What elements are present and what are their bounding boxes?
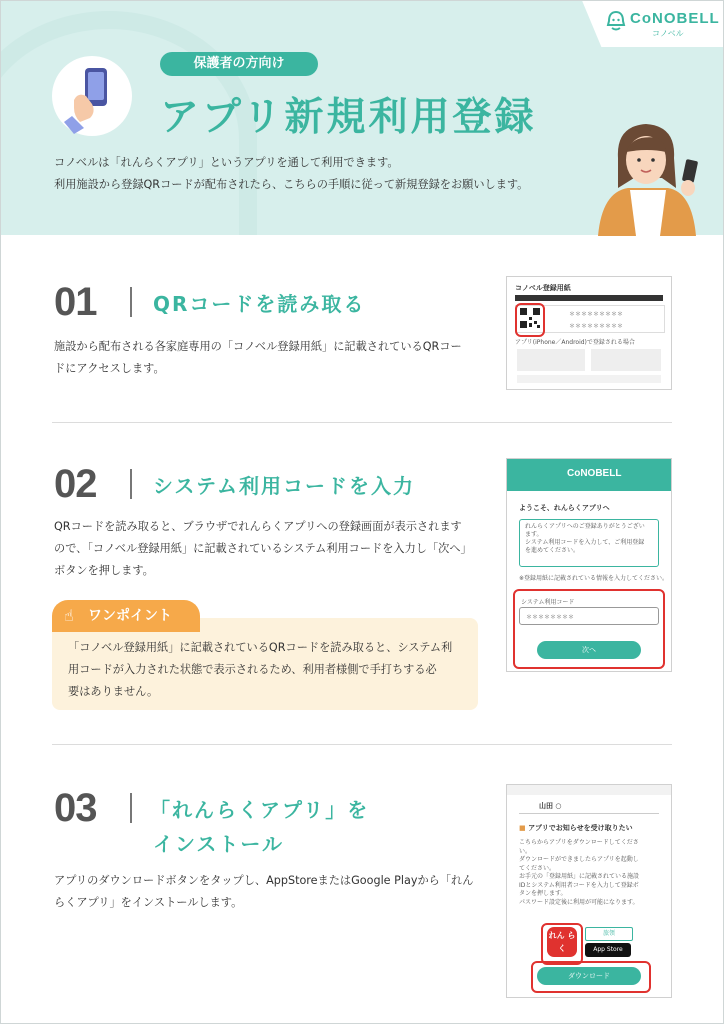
download-line: お手元の「登録用紙」に記載されている施設 (519, 873, 640, 880)
app-store-label: App Store (593, 946, 623, 953)
step-description (54, 870, 484, 914)
desc-line: らくアプリ」をインストールします。 (54, 896, 243, 909)
download-line: パスワード設定後に利用が可能になります。 (519, 898, 639, 906)
app-icon-highlight (541, 923, 583, 965)
smartphone-icon (52, 56, 132, 136)
sheet-heading: コノベル登録用紙 (515, 284, 571, 292)
download-line: い。 (519, 847, 532, 855)
download-line: IDとシステム利用者コードを入力して登録ボ (519, 881, 639, 889)
sheet-block (517, 375, 661, 383)
onepoint-label: ワンポイント (88, 608, 172, 624)
desc-line: ので、「コノベル登録用紙」に記載されているシステム利用コードを入力し「次へ」 (54, 542, 472, 555)
download-line: こちらからアプリをダウンロードしてくださ (519, 839, 639, 846)
form-highlight (513, 589, 665, 669)
download-heading-text: アプリでお知らせを受け取りたい (528, 824, 633, 832)
form-info-line: を進めてください。 (525, 547, 580, 554)
download-line: タンを押します。 (519, 890, 567, 897)
form-info-text (525, 523, 645, 555)
form-welcome: ようこそ、れんらくアプリへ (519, 504, 610, 512)
user-name: 山田 ○ (539, 802, 562, 810)
section-divider (52, 744, 672, 745)
bell-logo-icon (605, 10, 627, 32)
form-info-line: ます。 (525, 531, 543, 538)
sheet-block (591, 349, 661, 371)
app-download-screenshot (506, 784, 672, 998)
onepoint-tab (52, 600, 200, 632)
form-info-line: れんらくアプリへのご登録ありがとうござい (525, 523, 645, 530)
download-line: てください。 (519, 864, 556, 872)
step-description (54, 516, 484, 582)
small-action-button[interactable]: 旅領 (585, 927, 633, 941)
sheet-masked-value: ＊＊＊＊＊＊＊＊＊ (569, 323, 624, 330)
step-title-line2: インストール (153, 832, 284, 856)
qr-highlight (515, 303, 545, 337)
step-number: 03 (54, 786, 97, 830)
form-logo: CoNOBELL (567, 468, 622, 479)
registration-sheet-screenshot (506, 276, 672, 390)
woman-with-phone-illustration (588, 118, 708, 236)
onepoint-line: 用コードが入力された状態で表示されるため、利用者様側で手打ちする必 (68, 663, 437, 676)
registration-form-screenshot (506, 458, 672, 672)
step-title: QRコードを読み取る (153, 292, 366, 316)
form-note: ※登録用紙に記載されている情報を入力してください。 (519, 575, 669, 582)
desc-line: ドにアクセスします。 (54, 362, 165, 375)
desc-line: 施設から配布される各家庭専用の「コノベル登録用紙」に記載されているQRコー (54, 340, 462, 353)
download-heading (519, 823, 633, 833)
step-divider-bar (130, 287, 132, 317)
download-top-strip (507, 785, 671, 795)
brand-logo-sub: コノベル (652, 29, 684, 38)
intro-line: 利用施設から登録QRコードが配布されたら、こちらの手順に従って新規登録をお願いします。 (54, 178, 529, 191)
page-title: アプリ新規利用登録 (160, 95, 537, 140)
step-number: 01 (54, 280, 97, 324)
brand-logo: CoNOBELL (630, 10, 720, 27)
step-divider-bar (130, 469, 132, 499)
sheet-block (517, 349, 585, 371)
notice-icon: ■ (519, 824, 526, 832)
desc-line: アプリのダウンロードボタンをタップし、AppStoreまたはGoogle Playから「れん (54, 874, 474, 887)
download-instructions (519, 839, 639, 907)
download-line: ダウンロードができましたらアプリを起動し (519, 856, 639, 863)
next-button[interactable]: 次へ (537, 641, 641, 659)
download-rule (519, 813, 659, 814)
step-title: システム利用コードを入力 (153, 474, 415, 498)
system-code-value: ＊＊＊＊＊＊＊＊ (526, 614, 575, 621)
onepoint-line: 要はありません。 (68, 685, 159, 698)
step-number: 02 (54, 462, 97, 506)
desc-line: ボタンを押します。 (54, 564, 154, 577)
audience-pill: 保護者の方向け (160, 52, 318, 76)
onepoint-line: 「コノベル登録用紙」に記載されているQRコードを読み取ると、システム利 (68, 641, 453, 654)
sheet-masked-value: ＊＊＊＊＊＊＊＊＊ (569, 311, 624, 318)
sheet-bar (515, 295, 663, 301)
sheet-note: アプリ(iPhone／Android)で登録される場合 (515, 339, 635, 346)
step-title: 「れんらくアプリ」を (150, 798, 370, 822)
pointing-hand-icon: ☝ (64, 606, 74, 625)
desc-line: QRコードを読み取ると、ブラウザでれんらくアプリへの登録画面が表示されます (54, 520, 462, 533)
download-highlight (531, 961, 651, 993)
step-description (54, 336, 484, 380)
app-store-badge[interactable] (585, 943, 631, 957)
renraku-app-icon[interactable]: れん らく (547, 927, 577, 957)
phone-hand-illustration (52, 56, 132, 136)
intro-text (54, 152, 528, 196)
system-code-label: システム利用コード (521, 599, 575, 606)
onepoint-text (68, 637, 468, 703)
download-button[interactable]: ダウンロード (537, 967, 641, 985)
step-divider-bar (130, 793, 132, 823)
section-divider (52, 422, 672, 423)
form-info-line: システム利用コードを入力して、ご利用登録 (525, 539, 645, 546)
intro-line: コノベルは「れんらくアプリ」というアプリを通して利用できます。 (54, 156, 399, 169)
